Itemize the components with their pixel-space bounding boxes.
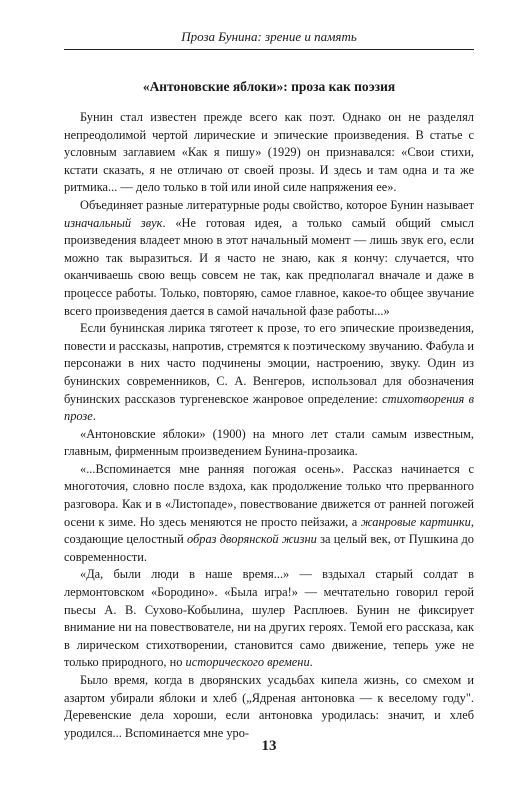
italic-phrase: стихотворения в прозе	[64, 391, 474, 424]
text-run: Объединяет разные литературные роды свойство, которое Бунин называет	[80, 197, 474, 212]
text-run: «Да, были люди в наше время...» — вздыхал старый солдат в лермонтовском «Бородино». «Была игра!» — мечтательно говорил герой пьесы А. В. Сухово-Кобылина, шулер Расплюев. Бунин не фиксирует внимание ни на повествователе, ни на других героях. Темой его рассказа, как в лирическом стихотворении, становится само движение, теперь уже не только природного, но	[64, 567, 474, 670]
text-run: , создающие целостный	[64, 514, 474, 547]
text-run: за целый век, от Пушкина до современности.	[64, 532, 474, 564]
italic-phrase: жанровые картинки	[360, 514, 471, 529]
section-title: «Антоновские яблоки»: проза как поэзия	[142, 79, 396, 94]
text-run: Было время, когда в дворянских усадьбах кипела жизнь, со смехом и азартом убирали яблоки и хлеб („Ядреная антоновка — к веселому году". Деревенские дела хороши, если антоновка уродилась: значит, и хлеб уродился... Вспоминается мне уро-	[64, 673, 474, 740]
italic-phrase: исторического времени	[185, 655, 310, 670]
paragraph	[64, 320, 474, 426]
page-number: 13	[261, 738, 277, 754]
paragraph	[64, 672, 474, 742]
text-run: Бунин стал известен прежде всего как поэт. Однако он не разделял непреодолимой чертой лирические и эпические произведения. В статье с условным заглавием «Как я пишу» (1929) он признавался: «Свои стихи, кстати сказать, я не отличаю от своей прозы. И здесь и там одна и та же ритмика... — дело только в той или иной силе напряжения ее».	[64, 110, 474, 195]
body-text	[64, 109, 474, 742]
text-run: «Антоновские яблоки» (1900) на много лет стали самым известным, главным, фирменным произведением Бунина-прозаика.	[64, 426, 474, 459]
text-run: .	[92, 409, 96, 424]
paragraph	[64, 197, 474, 320]
paragraph	[64, 426, 474, 461]
text-run: «...Вспоминается мне ранняя погожая осень». Рассказ начинается с многоточия, словно после вздоха, как продолжение только что прерванного разговора. Как и в «Листопаде», повествование движется от ранней погожей осени к зиме. Но здесь меняются не просто пейзажи, а	[64, 461, 474, 529]
italic-phrase: изначальный звук	[64, 215, 163, 230]
text-run: .	[309, 655, 313, 670]
italic-phrase: образ дворянской жизни	[187, 532, 317, 547]
running-head: Проза Бунина: зрение и память	[64, 28, 474, 50]
text-run: . «Не готовая идея, а только самый общий смысл произведения владеет мною в этот начальный момент — лишь звук его, если можно так выразиться. И я часто не знаю, как я кончу: случается, что оканчиваешь свою вещь совсем не так, как предполагал вначале и даже в процессе работы. Только, повторяю, самое главное, какое-то общее звучание всего произведения дается в самой начальной фазе работы...»	[64, 215, 474, 318]
paragraph	[64, 566, 474, 672]
paragraph	[64, 461, 474, 567]
paragraph	[64, 109, 474, 197]
text-run: Если бунинская лирика тяготеет к прозе, то его эпические произведения, повести и рассказы, напротив, стремятся к поэтическому звучанию. Фабула и персонажи в них часто подчинены эмоции, настроению, звуку. Один из бунинских современников, С. А. Венгеров, использовал для обозначения бунинских рассказов тургеневское жанровое определение:	[64, 321, 474, 406]
